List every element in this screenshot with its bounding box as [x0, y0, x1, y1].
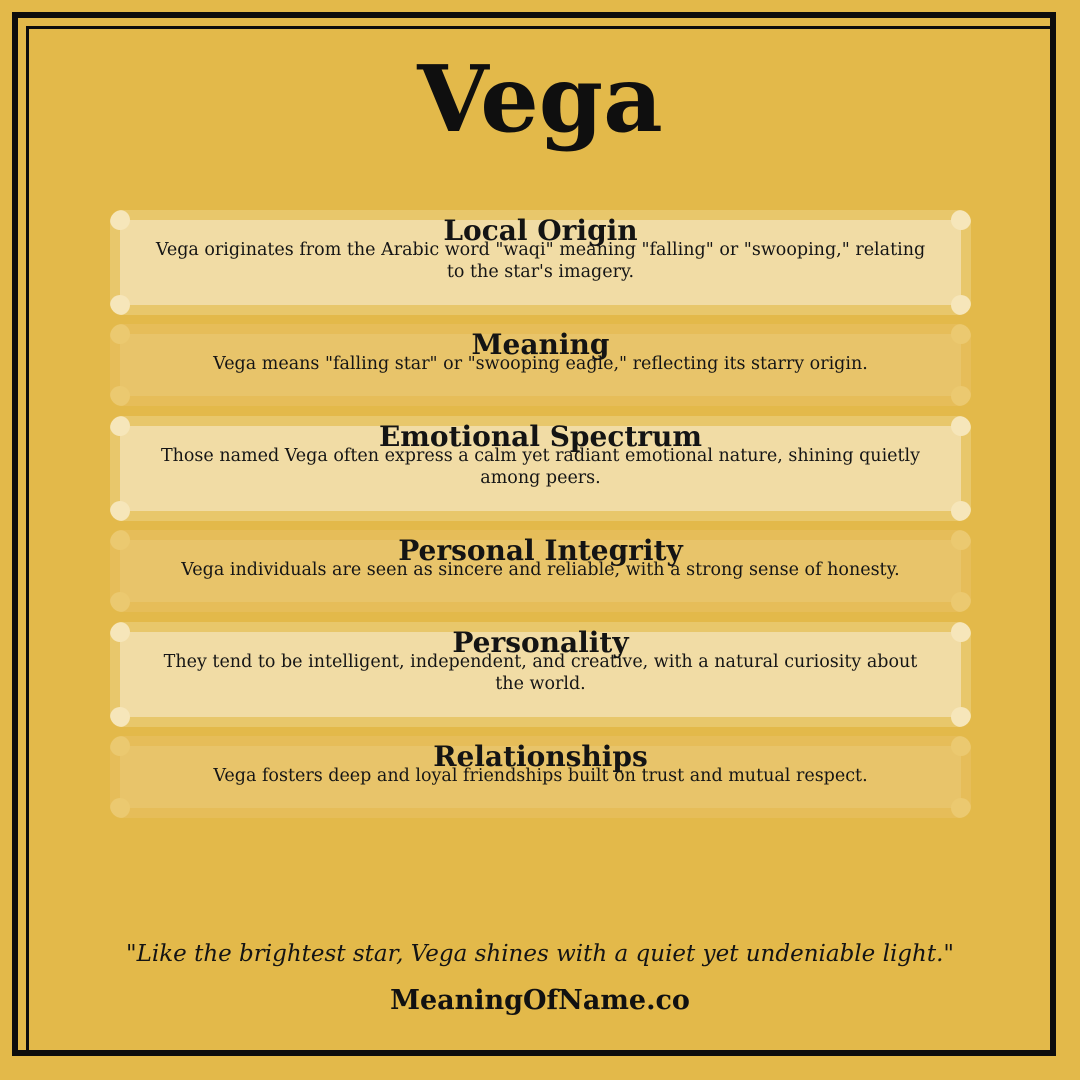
name-title: Vega [417, 45, 663, 153]
section-text: They tend to be intelligent, independent, and creative, with a natural curiosity about the world. [163, 652, 918, 694]
section-heading: Meaning [471, 328, 610, 361]
section-card-meaning [110, 324, 971, 406]
section-text: Those named Vega often express a calm yet radiant emotional nature, shining quietly among peers. [160, 446, 921, 488]
section-card-emotional-spectrum [110, 416, 971, 521]
section-heading: Personal Integrity [398, 534, 683, 567]
section-text: Vega originates from the Arabic word "waqi" meaning "falling" or "swooping," relating to the star's imagery. [155, 240, 926, 282]
section-card-local-origin [110, 210, 971, 315]
section-text: Vega means "falling star" or "swooping eagle," reflecting its starry origin. [213, 354, 868, 374]
section-text: Vega fosters deep and loyal friendships built on trust and mutual respect. [213, 766, 868, 786]
brand-footer: MeaningOfName.co [390, 985, 690, 1016]
section-heading: Personality [452, 626, 629, 659]
section-card-personal-integrity [110, 530, 971, 612]
quote: "Like the brightest star, Vega shines with a quiet yet undeniable light." [126, 941, 954, 967]
section-heading: Relationships [433, 740, 648, 773]
section-heading: Emotional Spectrum [378, 420, 703, 453]
section-card-personality [110, 622, 971, 727]
section-card-relationships [110, 736, 971, 818]
section-text: Vega individuals are seen as sincere and reliable, with a strong sense of honesty. [181, 560, 900, 580]
section-heading: Local Origin [443, 214, 638, 247]
